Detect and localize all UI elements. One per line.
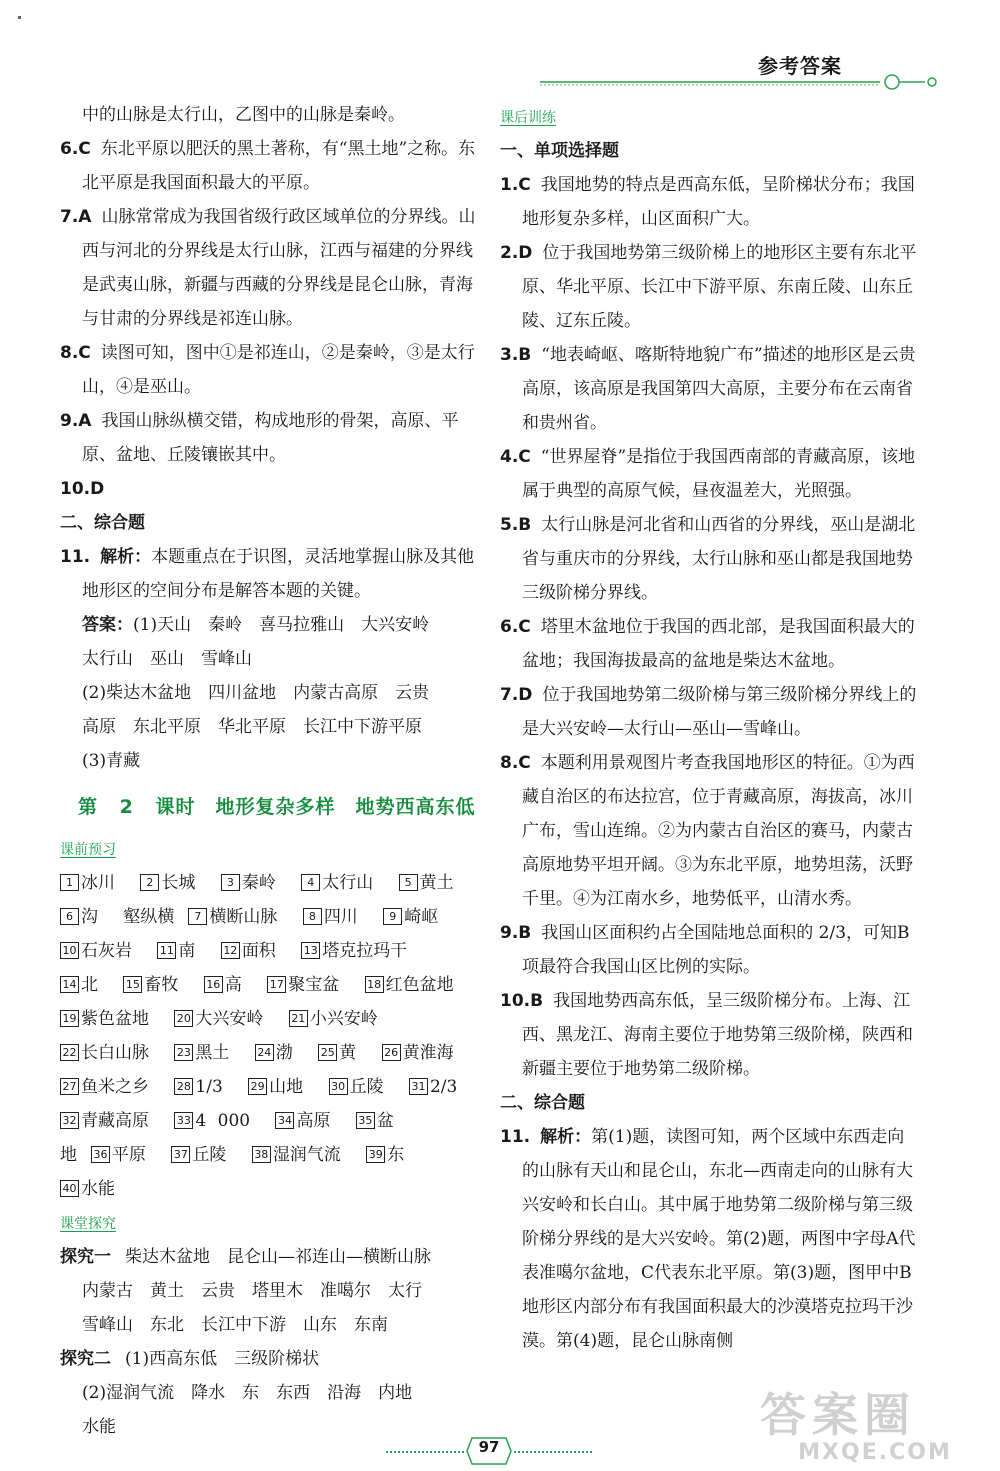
- fill-in-number: 8: [303, 908, 322, 925]
- item-number: 10.D: [60, 479, 105, 499]
- item-number: 6.C: [60, 139, 91, 159]
- answer-line: (3)青藏: [82, 751, 141, 771]
- fill-in-number: 21: [289, 1010, 308, 1027]
- answer-item: [500, 916, 918, 984]
- fill-in-text: 山地: [269, 1077, 304, 1097]
- fill-in-text: 紫色盆地: [81, 1009, 149, 1029]
- fill-in-number: 28: [174, 1078, 193, 1095]
- item-text: 第(1)题，读图可知，两个区域中东西走向的山脉有天山和昆仑山，东北—西南走向的山脉有大兴安岭和长白山。其中属于地势第二级阶梯与第三级阶梯分界线的是大兴安岭。第(2)题，两图中字母A代表准噶尔盆地，C代表东北平原。第(3)题，图甲中B地形区内部分布有我国面积最大的沙漠塔克拉玛干沙漠。第(4)题，昆仑山脉南侧: [522, 1127, 916, 1351]
- item-text: “地表崎岖、喀斯特地貌广布”描述的地形区是云贵高原，该高原是我国第四大高原，主要分布在云南省和贵州省。: [522, 345, 916, 433]
- item-text: 我国山区面积约占全国陆地总面积的 2/3，可知B项最符合我国山区比例的实际。: [522, 923, 910, 977]
- fill-in-item: [60, 907, 98, 927]
- item-text: 我国地势的特点是西高东低，呈阶梯状分布；我国地形复杂多样，山区面积广大。: [522, 175, 915, 229]
- fill-in-text: 畜牧: [144, 975, 179, 995]
- explore-label: 探究一: [60, 1247, 111, 1267]
- page-header-title: 参考答案: [758, 54, 842, 78]
- fill-in-number: 33: [174, 1112, 193, 1129]
- fill-in-item: [255, 1043, 293, 1063]
- fill-in-text: 聚宝盆: [288, 975, 340, 995]
- fill-in-number: 17: [267, 976, 286, 993]
- item-text: “世界屋脊”是指位于我国西南部的青藏高原，该地属于典型的高原气候，昼夜温差大，光照强。: [522, 447, 916, 501]
- item-number: 11.: [60, 547, 91, 567]
- fill-in-number: 30: [329, 1078, 348, 1095]
- fill-in-number: 13: [301, 942, 320, 959]
- section-tag-preview: 课前预习: [60, 842, 116, 858]
- item-number: 3.B: [500, 345, 532, 365]
- fill-in-item: [318, 1043, 356, 1063]
- fill-in-number: 7: [188, 908, 207, 925]
- fill-in-number: 1: [60, 874, 79, 891]
- watermark-title: 答案圈: [760, 1388, 916, 1442]
- fill-in-item: [60, 975, 98, 995]
- fill-in-text: 高原: [296, 1111, 331, 1131]
- item-number: 7.D: [500, 685, 533, 705]
- fill-in-text: 水能: [81, 1179, 115, 1199]
- fill-in-text: 高: [224, 975, 242, 995]
- item-text: 太行山脉是河北省和山西省的分界线，巫山是湖北省与重庆市的分界线，太行山脉和巫山都是我国地势三级阶梯分界线。: [522, 515, 916, 603]
- fill-in-text: 丘陵: [349, 1077, 384, 1097]
- answer-item: [60, 404, 478, 472]
- fill-in-text: 石灰岩: [81, 941, 132, 961]
- fill-in-number: 26: [382, 1044, 401, 1061]
- fill-in-item: [157, 941, 195, 961]
- item-number: 9.A: [60, 411, 92, 431]
- answer-item: [500, 1120, 918, 1358]
- fill-in-number: 20: [174, 1010, 193, 1027]
- fill-in-item: [60, 1077, 149, 1097]
- fill-in-item: [204, 975, 242, 995]
- fill-in-number: 29: [248, 1078, 267, 1095]
- fill-in-number: 18: [365, 976, 384, 993]
- fill-in-text: 4 000: [195, 1111, 251, 1131]
- fill-in-item: [383, 907, 438, 927]
- fill-in-number: 25: [318, 1044, 337, 1061]
- explore-line: 水能: [82, 1417, 116, 1437]
- fill-in-text: 鱼米之乡: [81, 1077, 149, 1097]
- fill-in-text: 长城: [161, 873, 196, 893]
- fill-in-answers: [60, 866, 478, 1206]
- fill-in-number: 12: [221, 942, 240, 959]
- item-text: 位于我国地势第二级阶梯与第三级阶梯分界线上的是大兴安岭—太行山—巫山—雪峰山。: [522, 685, 917, 739]
- fill-in-text: 崎岖: [404, 907, 439, 927]
- fill-in-item: [60, 1009, 149, 1029]
- fill-in-item: [174, 1009, 263, 1029]
- page-number: 97: [478, 1438, 500, 1456]
- item-text: 山脉常常成为我国省级行政区域单位的分界线。山西与河北的分界线是太行山脉，江西与福建的分界线是武夷山脉，新疆与西藏的分界线是昆仑山脉，青海与甘肃的分界线是祁连山脉。: [82, 207, 476, 329]
- fill-in-item: [356, 1111, 394, 1131]
- fill-in-number: 39: [366, 1146, 385, 1163]
- item-text: 位于我国地势第三级阶梯上的地形区主要有东北平原、华北平原、长江中下游平原、东南丘陵、山东丘陵、辽东丘陵。: [522, 243, 917, 331]
- section-tag-after-class: 课后训练: [500, 110, 556, 126]
- explore-line: 内蒙古 黄土 云贵 塔里木 准噶尔 太行: [82, 1281, 422, 1301]
- item-number: 2.D: [500, 243, 533, 263]
- answer-item: [500, 984, 918, 1086]
- answer-line: 高原 东北平原 华北平原 长江中下游平原: [82, 717, 422, 737]
- fill-in-text: 四川: [323, 907, 358, 927]
- fill-in-number: 38: [252, 1146, 271, 1163]
- section-heading: 二、综合题: [60, 513, 145, 533]
- fill-in-item: [174, 1077, 222, 1097]
- answer-label: 答案：: [82, 615, 133, 635]
- item-text: 本题重点在于识图，灵活地掌握山脉及其他地形区的空间分布是解答本题的关键。: [82, 547, 475, 601]
- fill-in-number: 9: [383, 908, 402, 925]
- fill-in-text: 湿润气流: [272, 1145, 341, 1165]
- fill-in-number: 2: [140, 874, 159, 891]
- watermark-url: MXQE.COM: [798, 1440, 952, 1465]
- fill-in-item: [409, 1077, 457, 1097]
- answer-item: [60, 200, 478, 336]
- item-number: 11.: [500, 1127, 531, 1147]
- fill-in-item: [382, 1043, 454, 1063]
- fill-in-text: 红色盆地: [385, 975, 454, 995]
- fill-in-number: 14: [60, 976, 79, 993]
- fill-in-item: [252, 1145, 341, 1165]
- section-tag-classroom: 课堂探究: [60, 1216, 116, 1232]
- fill-in-item: [60, 1179, 115, 1199]
- fill-in-text: 横断山脉: [209, 907, 278, 927]
- answer-text: (1)天山 秦岭 喜马拉雅山 大兴安岭: [133, 615, 430, 635]
- fill-in-text: 塔克拉玛干: [322, 941, 408, 961]
- explore-item: [60, 1342, 478, 1376]
- fill-in-item: [140, 873, 195, 893]
- fill-in-item: [248, 1077, 303, 1097]
- item-number: 8.C: [60, 343, 91, 363]
- fill-in-item: [289, 1009, 378, 1029]
- item-number: 7.A: [60, 207, 92, 227]
- fill-in-number: 32: [60, 1112, 79, 1129]
- explore-label: 探究二: [60, 1349, 111, 1369]
- fill-in-number: 27: [60, 1078, 79, 1095]
- fill-in-item: [267, 975, 339, 995]
- footer-dots-left: [386, 1451, 464, 1453]
- answer-item: [500, 440, 918, 508]
- fill-in-text: 面积: [241, 941, 276, 961]
- fill-in-text: 东: [387, 1145, 405, 1165]
- fill-in-text: 青藏高原: [81, 1111, 149, 1131]
- explore-line: 雪峰山 东北 长江中下游 山东 东南: [82, 1315, 388, 1335]
- fill-in-prefix: 壑纵横: [123, 907, 175, 927]
- section-heading: 一、单项选择题: [500, 141, 619, 161]
- answer-item: [500, 610, 918, 678]
- explore-text: 柴达木盆地 昆仑山—祁连山—横断山脉: [125, 1247, 431, 1267]
- fill-in-number: 40: [60, 1180, 79, 1197]
- item-number: 5.B: [500, 515, 532, 535]
- lesson-title: 第 2 课时 地形复杂多样 地势西高东低: [78, 796, 476, 818]
- right-column: [500, 100, 918, 1358]
- fill-in-number: 6: [60, 908, 79, 925]
- fill-in-number: 23: [174, 1044, 193, 1061]
- fill-in-item: [301, 873, 373, 893]
- fill-in-text: 长白山脉: [81, 1043, 149, 1063]
- item-number: 1.C: [500, 175, 531, 195]
- explore-text: (1)西高东低 三级阶梯状: [125, 1349, 320, 1369]
- answer-item: [60, 472, 478, 506]
- item-text: 我国地势西高东低，呈三级阶梯分布。上海、江西、黑龙江、海南主要位于地势第三级阶梯，陕西和新疆主要位于地势第二级阶梯。: [522, 991, 913, 1079]
- fill-in-number: 15: [123, 976, 142, 993]
- fill-in-text: 太行山: [322, 873, 374, 893]
- fill-in-text: 北: [81, 975, 98, 995]
- section-heading: 二、综合题: [500, 1093, 585, 1113]
- analysis-label: 解析：: [100, 547, 152, 567]
- answer-item: [500, 338, 918, 440]
- fill-in-text: 盆: [376, 1111, 394, 1131]
- fill-in-number: 37: [171, 1146, 190, 1163]
- fill-in-item: [123, 907, 277, 927]
- answer-item: [60, 540, 478, 608]
- answer-line: [60, 608, 478, 642]
- fill-in-text: 黄土: [419, 873, 454, 893]
- header-decoration: [540, 70, 940, 94]
- fill-in-text: 黄淮海: [402, 1043, 454, 1063]
- item-text: 塔里木盆地位于我国的西北部，是我国面积最大的盆地；我国海拔最高的盆地是柴达木盆地。: [522, 617, 915, 671]
- fill-in-item: [365, 975, 454, 995]
- item-number: 4.C: [500, 447, 531, 467]
- footer-dots-right: [514, 1451, 592, 1453]
- fill-in-number: 35: [356, 1112, 375, 1129]
- fill-in-number: 10: [60, 942, 79, 959]
- fill-in-text: 丘陵: [192, 1145, 227, 1165]
- fill-in-number: 22: [60, 1044, 79, 1061]
- fill-in-number: 5: [399, 874, 418, 891]
- fill-in-item: [60, 873, 115, 893]
- fill-in-item: [60, 941, 132, 961]
- fill-in-number: 19: [60, 1010, 79, 1027]
- analysis-label: 解析：: [540, 1127, 592, 1147]
- fill-in-item: [329, 1077, 384, 1097]
- fill-in-item: [123, 975, 178, 995]
- fill-in-number: 3: [221, 874, 240, 891]
- fill-in-item: [60, 1043, 149, 1063]
- answer-line: (2)柴达木盆地 四川盆地 内蒙古高原 云贵: [82, 683, 430, 703]
- fill-in-number: 34: [275, 1112, 294, 1129]
- answer-item: [60, 132, 478, 200]
- fill-in-text: 南: [178, 941, 196, 961]
- fill-in-item: [275, 1111, 330, 1131]
- fill-in-item: [174, 1111, 250, 1131]
- fill-in-item: [174, 1043, 229, 1063]
- fill-in-text: 秦岭: [241, 873, 276, 893]
- fill-in-text: 1/3: [195, 1077, 223, 1097]
- fill-in-number: 11: [157, 942, 176, 959]
- fill-in-item: [221, 873, 276, 893]
- fill-in-number: 36: [91, 1146, 110, 1163]
- fill-in-number: 4: [301, 874, 320, 891]
- fill-in-text: 黄: [339, 1043, 357, 1063]
- answer-item: [500, 236, 918, 338]
- watermark-logo: [760, 1390, 990, 1468]
- fill-in-text: 冰川: [81, 873, 115, 893]
- answer-item: [500, 746, 918, 916]
- fill-in-text: 2/3: [429, 1077, 458, 1097]
- explore-item: [60, 1240, 478, 1274]
- fill-in-number: 24: [255, 1044, 274, 1061]
- item-number: 6.C: [500, 617, 531, 637]
- fill-in-item: [303, 907, 358, 927]
- explore-line: (2)湿润气流 降水 东 东西 沿海 内地: [82, 1383, 413, 1403]
- item-number: 10.B: [500, 991, 544, 1011]
- item-text: 读图可知，图中①是祁连山，②是秦岭，③是太行山，④是巫山。: [82, 343, 475, 397]
- fill-in-text: 黑土: [195, 1043, 230, 1063]
- answer-item: [60, 336, 478, 404]
- left-column: [60, 98, 478, 1444]
- item-text: 东北平原以肥沃的黑土著称，有“黑土地”之称。东北平原是我国面积最大的平原。: [82, 139, 476, 193]
- answer-item: [500, 678, 918, 746]
- fill-in-text: 小兴安岭: [309, 1009, 378, 1029]
- continued-text: 中的山脉是太行山，乙图中的山脉是秦岭。: [82, 105, 405, 125]
- fill-in-item: [366, 1145, 404, 1165]
- answer-item: [500, 168, 918, 236]
- answer-line: 太行山 巫山 雪峰山: [82, 649, 252, 669]
- fill-in-number: 31: [409, 1078, 428, 1095]
- fill-in-item: [60, 1145, 146, 1165]
- fill-in-item: [221, 941, 276, 961]
- item-text: 本题利用景观图片考查我国地形区的特征。①为西藏自治区的布达拉宫，位于青藏高原，海拔高，冰川广布，雪山连绵。②为内蒙古自治区的赛马，内蒙古高原地势平坦开阔。③为东北平原，地势坦荡，沃野千里。④为江南水乡，地势低平，山清水秀。: [522, 753, 915, 909]
- fill-in-item: [301, 941, 407, 961]
- fill-in-item: [399, 873, 454, 893]
- fill-in-text: 沟: [81, 907, 98, 927]
- fill-in-prefix: 地: [60, 1145, 77, 1165]
- item-number: 8.C: [500, 753, 531, 773]
- item-text: 我国山脉纵横交错，构成地形的骨架，高原、平原、盆地、丘陵镶嵌其中。: [82, 411, 459, 465]
- fill-in-item: [60, 1111, 149, 1131]
- fill-in-number: 16: [204, 976, 223, 993]
- item-number: 9.B: [500, 923, 532, 943]
- fill-in-text: 渤: [275, 1043, 293, 1063]
- scan-mark: [18, 16, 21, 19]
- fill-in-item: [171, 1145, 226, 1165]
- fill-in-text: 大兴安岭: [195, 1009, 264, 1029]
- fill-in-text: 平原: [112, 1145, 146, 1165]
- answer-item: [500, 508, 918, 610]
